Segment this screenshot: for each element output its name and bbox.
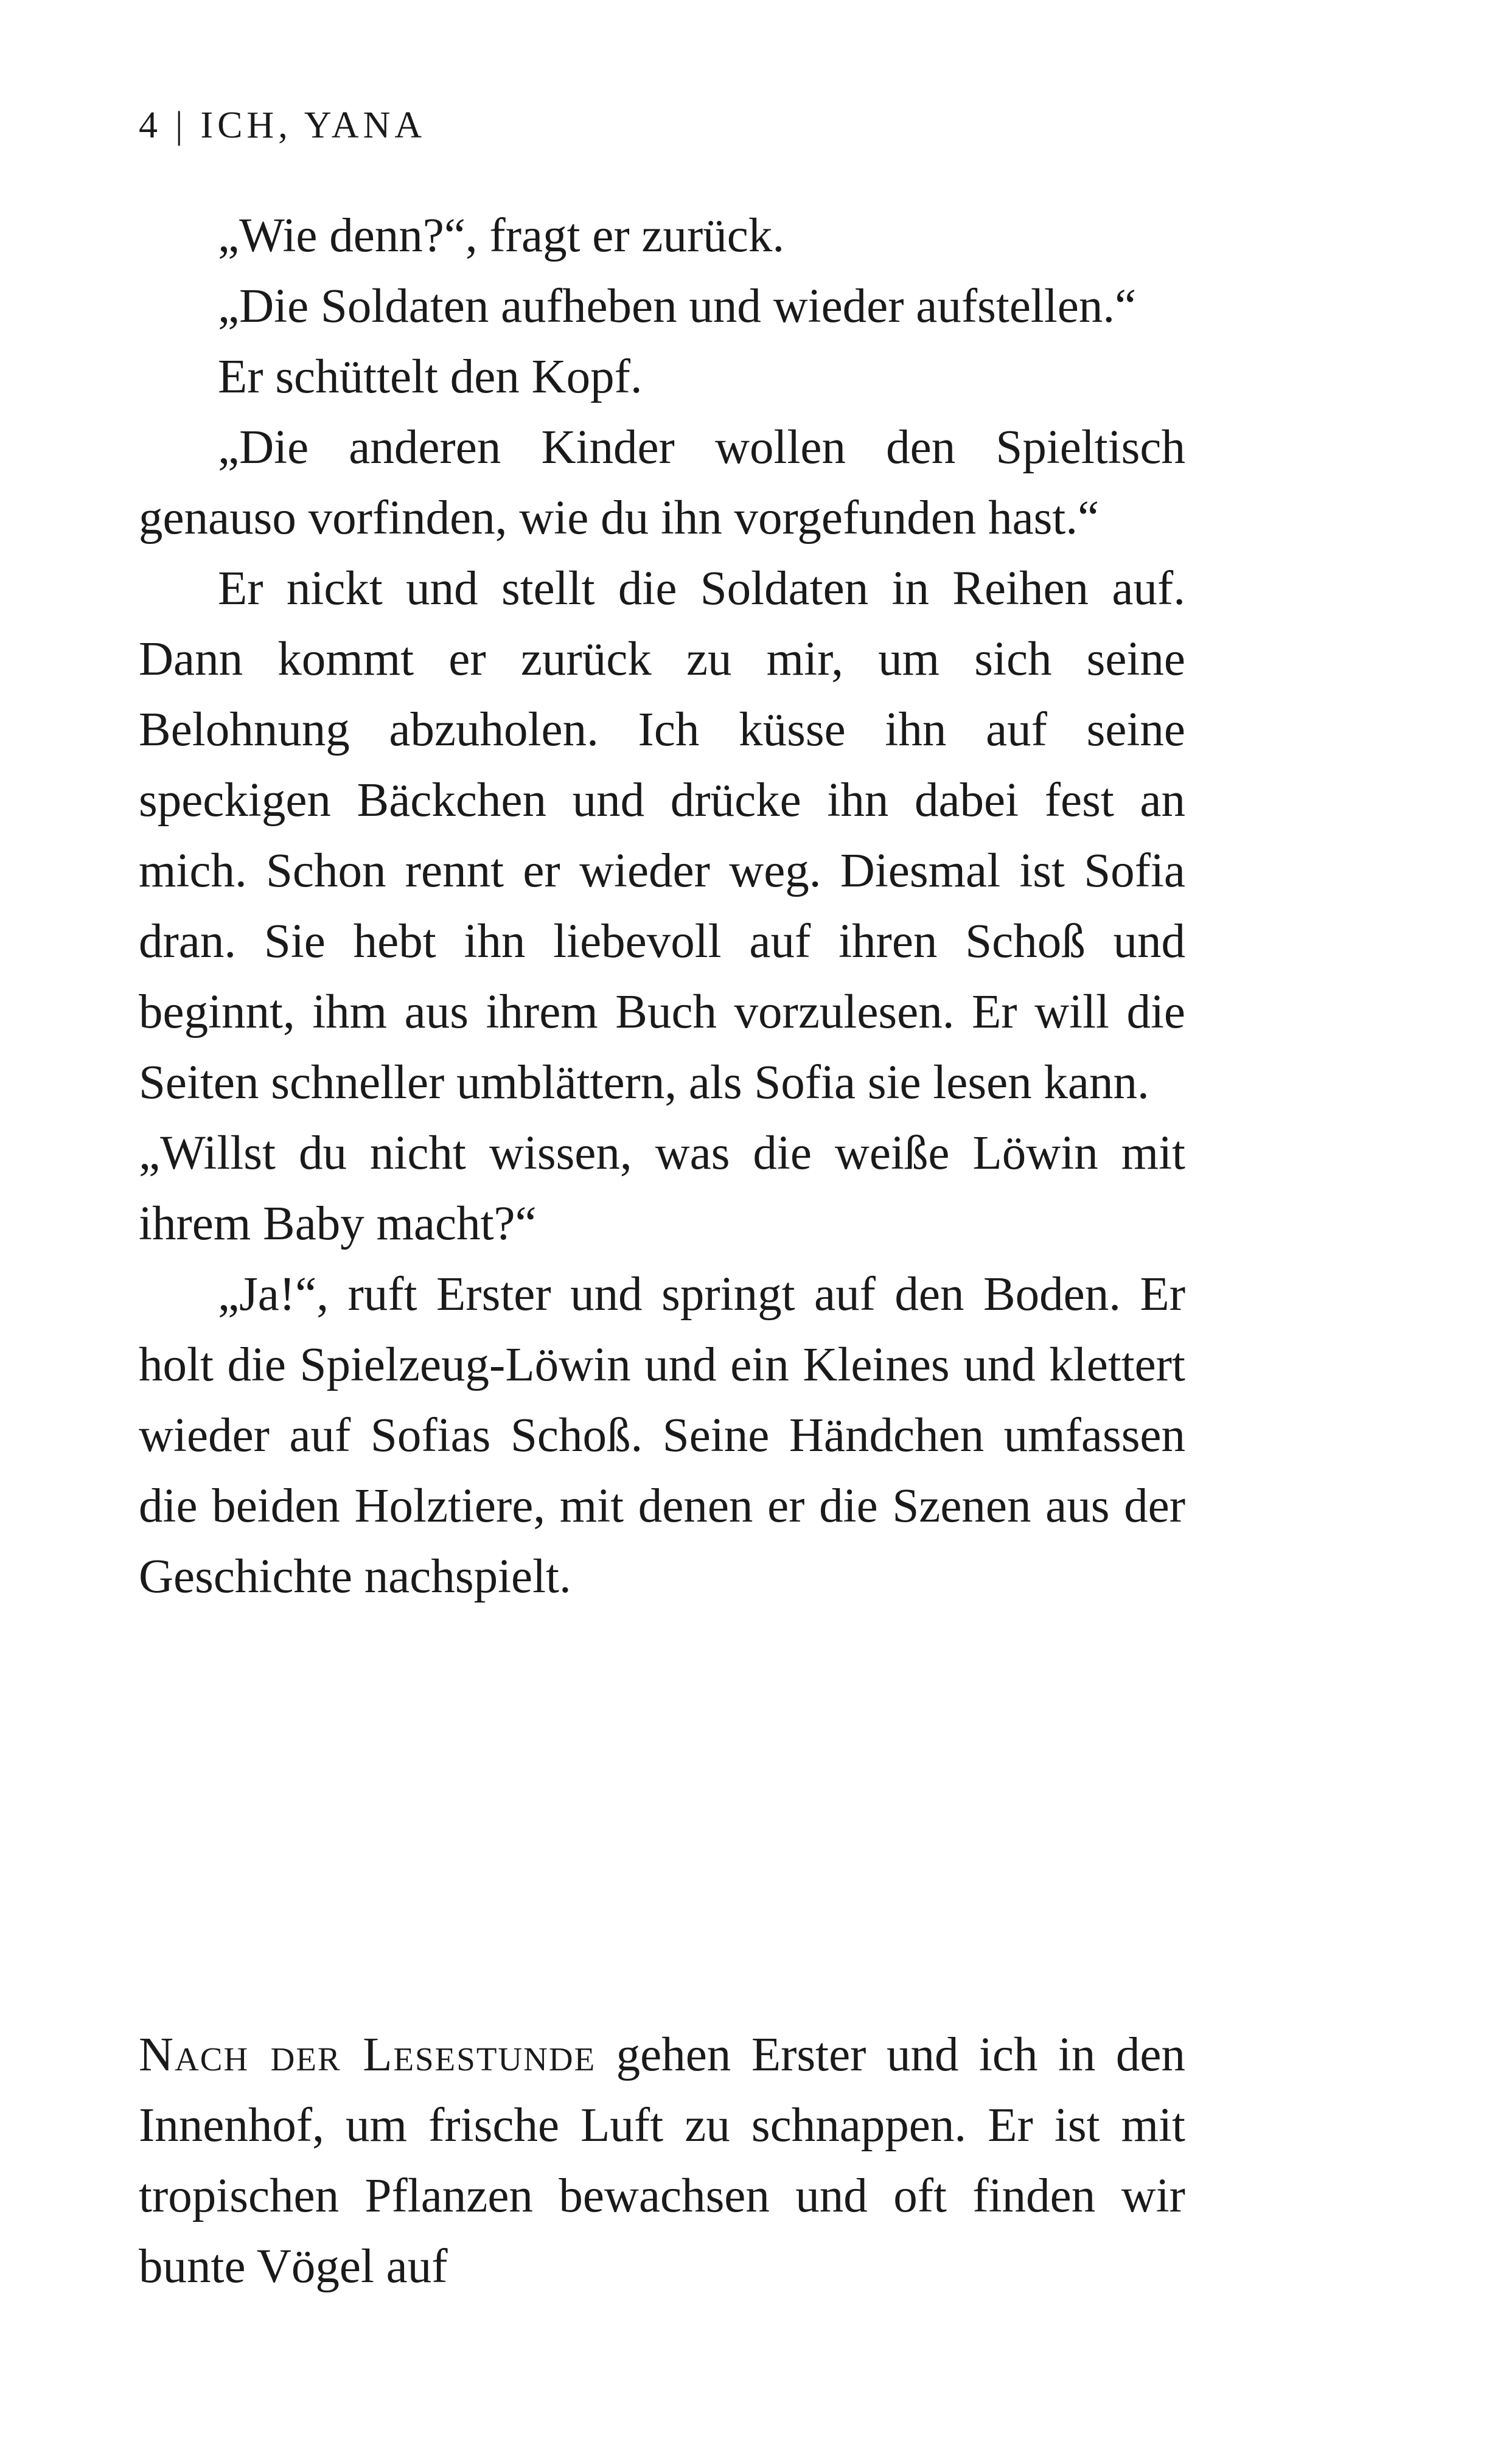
paragraph: Er schüttelt den Kopf. [218, 350, 643, 403]
new-section [139, 2020, 1185, 2302]
paragraph: Er nickt und stellt die Soldaten in Reihen auf. Dann kommt er zurück zu mir, um sich seine Belohnung abzuholen. Ich küsse ihn auf seine speckigen Bäckchen und drücke ihn dabei fest an mich. Schon rennt er wieder weg. Diesmal ist Sofia dran. Sie hebt ihn liebevoll auf ihren Schoß und beginnt, ihm aus ihrem Buch vorzulesen. Er will die Seiten schneller umblättern, als Sofia sie lesen kann. [139, 562, 1185, 1109]
section-lead-in: Nach der Lesestunde [139, 2028, 596, 2081]
paragraph: „Die anderen Kinder wollen den Spieltisch genauso vorfinden, wie du ihn vorgefunden hast.“ [139, 421, 1185, 545]
paragraph: „Die Soldaten aufheben und wieder aufstellen.“ [218, 280, 1137, 333]
header-separator: | [175, 105, 187, 146]
paragraph: „Wie denn?“, fragt er zurück. [218, 209, 785, 262]
book-title: ICH, YANA [200, 105, 427, 146]
page-number: 4 [139, 105, 162, 146]
body-text [139, 201, 1185, 1612]
running-head [139, 106, 426, 144]
paragraph: „Willst du nicht wissen, was die weiße Löwin mit ihrem Baby macht?“ [139, 1127, 1185, 1250]
section-paragraph [139, 2020, 1185, 2302]
section-text: gehen Erster und ich in den Innenhof, um frische Luft zu schnappen. Er ist mit tropischen Pflanzen bewachsen und oft finden wir bunte Vögel auf [139, 2028, 1185, 2293]
paragraph: „Ja!“, ruft Erster und springt auf den Boden. Er holt die Spielzeug-Löwin und ein Kleines und klettert wieder auf Sofias Schoß. Seine Händchen umfassen die beiden Holztiere, mit denen er die Szenen aus der Geschichte nachspielt. [139, 1268, 1185, 1603]
